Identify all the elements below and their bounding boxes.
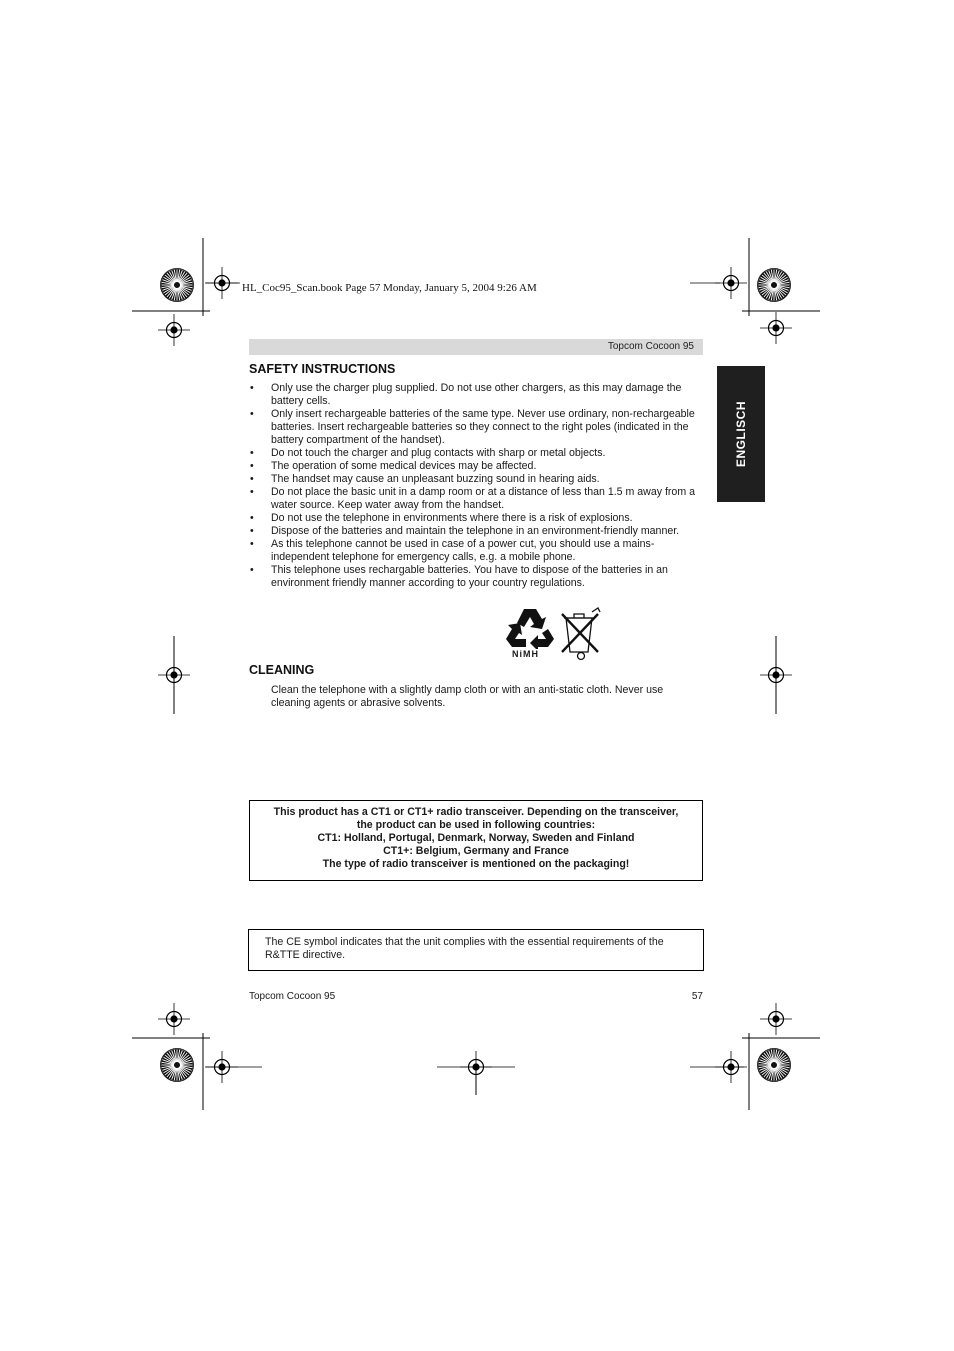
safety-list-item (249, 564, 709, 590)
safety-list (249, 382, 709, 590)
bullet-marker: • (250, 460, 254, 472)
bullet-marker: • (250, 525, 254, 537)
language-tab-label: ENGLISCH (734, 400, 748, 468)
section-heading-safety: SAFETY INSTRUCTIONS (249, 362, 396, 376)
safety-item-text: The operation of some medical devices may be affected. (271, 460, 537, 472)
bullet-marker: • (250, 538, 254, 550)
ce-notice-box (248, 929, 704, 971)
safety-list-item (249, 460, 709, 473)
registration-dial-icon (161, 269, 194, 302)
section-heading-cleaning: CLEANING (249, 663, 315, 677)
page-number: 57 (691, 991, 703, 1002)
cleaning-text: Clean the telephone with a slightly damp cloth or with an anti-static cloth. Never use cleaning agents or abrasive solvents. (271, 684, 664, 709)
crossed-out-bin-icon (558, 606, 604, 662)
safety-list-item (249, 525, 709, 538)
registration-dial-icon (161, 1049, 194, 1082)
transceiver-notice-box (249, 800, 703, 881)
running-header (249, 339, 703, 355)
print-slug: HL_Coc95_Scan.book Page 57 Monday, January 5, 2004 9:26 AM (242, 282, 537, 294)
safety-list-item (249, 486, 709, 512)
bullet-marker: • (250, 447, 254, 459)
notice-line: The type of radio transceiver is mentioned on the packaging! (322, 858, 630, 870)
safety-list-item (249, 408, 709, 447)
safety-list-item (249, 473, 709, 486)
recycle-icon (504, 607, 556, 649)
safety-item-text: Do not use the telephone in environments where there is a risk of explosions. (271, 512, 633, 524)
footer-product-name: Topcom Cocoon 95 (249, 991, 336, 1002)
safety-item-text: As this telephone cannot be used in case of a power cut, you should use a mains-independent telephone for emergency calls, e.g. a mobile phone. (271, 538, 655, 563)
nimh-label: NiMH (512, 649, 539, 659)
safety-item-text: Only use the charger plug supplied. Do not use other chargers, as this may damage the battery cells. (271, 382, 682, 407)
bullet-marker: • (250, 408, 254, 420)
safety-list-item (249, 538, 709, 564)
safety-item-text: The handset may cause an unpleasant buzzing sound in hearing aids. (271, 473, 600, 485)
safety-list-item (249, 512, 709, 525)
safety-item-text: Do not place the basic unit in a damp room or at a distance of less than 1.5 m away from a water source. Keep water away from the handset. (271, 486, 695, 511)
notice-line: the product can be used in following countries: (356, 819, 596, 831)
notice-line: This product has a CT1 or CT1+ radio transceiver. Depending on the transceiver, (273, 806, 679, 818)
bullet-marker: • (250, 486, 254, 498)
registration-dial-icon (758, 269, 791, 302)
safety-item-text: Dispose of the batteries and maintain the telephone in an environment-friendly manner. (271, 525, 680, 537)
bullet-marker: • (250, 564, 254, 576)
safety-item-text: Only insert rechargeable batteries of the same type. Never use ordinary, non-rechargeable batteries. Insert rechargeable batteries so they connect to the right poles (indicated in the battery compartment of the handset). (271, 408, 695, 446)
notice-line: CT1: Holland, Portugal, Denmark, Norway, Sweden and Finland (317, 832, 635, 844)
ce-notice-text: The CE symbol indicates that the unit complies with the essential requirements of the R&TTE directive. (265, 936, 664, 961)
bullet-marker: • (250, 382, 254, 394)
language-tab (717, 366, 765, 502)
safety-list-item (249, 382, 709, 408)
safety-item-text: Do not touch the charger and plug contacts with sharp or metal objects. (271, 447, 606, 459)
safety-list-item (249, 447, 709, 460)
safety-item-text: This telephone uses rechargable batteries. You have to dispose of the batteries in an environment friendly manner according to your country regulations. (271, 564, 668, 589)
notice-line: CT1+: Belgium, Germany and France (383, 845, 569, 857)
bullet-marker: • (250, 512, 254, 524)
bullet-marker: • (250, 473, 254, 485)
header-product-name: Topcom Cocoon 95 (607, 341, 694, 352)
registration-dial-icon (758, 1049, 791, 1082)
